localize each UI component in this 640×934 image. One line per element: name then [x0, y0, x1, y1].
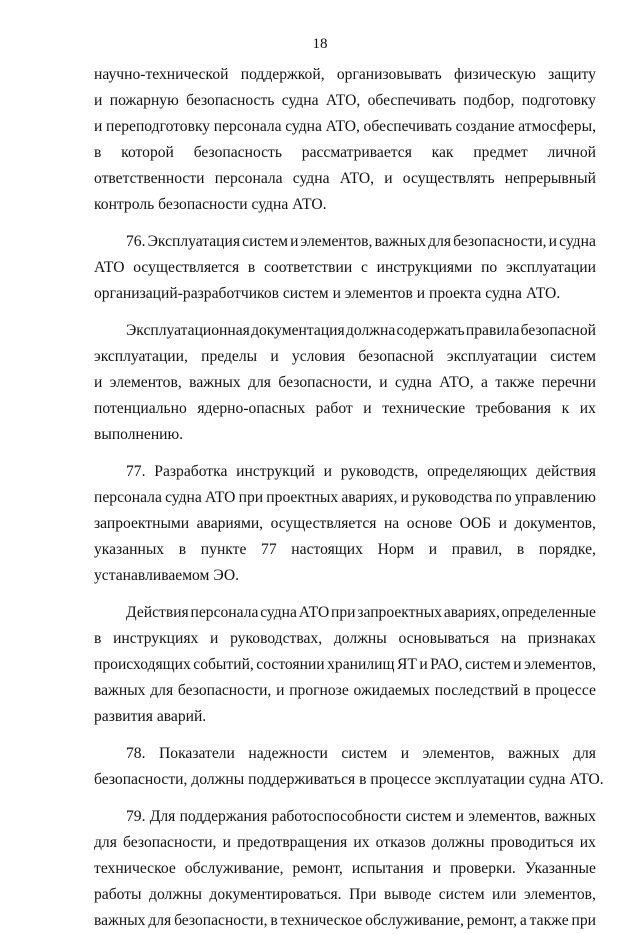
word: ремонт, — [466, 912, 518, 929]
word: обеспечивать — [363, 118, 452, 135]
word: Эксплуатационная — [126, 322, 250, 339]
word: документироваться. — [209, 886, 342, 903]
word: и — [419, 656, 428, 673]
word: техническое — [94, 860, 176, 877]
word: АТО — [204, 489, 236, 506]
word: последствий — [434, 682, 519, 699]
word: систем — [464, 656, 511, 673]
word: АТО, — [439, 374, 474, 391]
word: атмосферы, — [518, 118, 596, 135]
word: рассматривается — [301, 144, 412, 161]
page-number: 18 — [312, 36, 328, 52]
word: судна — [165, 489, 202, 506]
word: организовывать — [336, 66, 442, 83]
word: событий, — [193, 656, 254, 673]
word: для — [150, 682, 174, 699]
word: АТО, — [325, 92, 361, 109]
word: систем — [405, 808, 452, 825]
word: 77 — [261, 541, 277, 558]
word: персонала — [190, 604, 259, 621]
word: а — [519, 912, 527, 929]
word: признаках — [527, 630, 596, 647]
word: обслуживание, — [184, 860, 284, 877]
text-line — [94, 856, 596, 882]
word: действия — [536, 463, 596, 480]
paragraph-1 — [94, 62, 596, 218]
word: выводе — [383, 886, 432, 903]
text-line — [94, 600, 596, 626]
word: элементов, — [524, 656, 596, 673]
word: безопасности, — [174, 912, 268, 929]
word: осуществляется — [133, 259, 240, 276]
word: которой — [121, 144, 174, 161]
word: элементов, — [300, 233, 373, 250]
text-line — [94, 88, 596, 114]
word: для — [148, 912, 172, 929]
text-line — [94, 908, 596, 934]
word: При — [349, 886, 377, 903]
word: инструкциях — [113, 630, 199, 647]
word: инструкций — [236, 463, 315, 480]
word: непрерывный — [504, 170, 596, 187]
word: важных — [374, 233, 427, 250]
word: должны — [333, 630, 387, 647]
word: Разработка — [154, 463, 228, 480]
word: состоянии — [256, 656, 325, 673]
word: их — [353, 834, 370, 851]
word: документов, — [514, 515, 596, 532]
word: требования — [475, 400, 552, 417]
word: в — [523, 682, 531, 699]
word: и — [400, 745, 410, 762]
word: 77. — [126, 463, 146, 480]
word: безопасности, — [123, 834, 217, 851]
text-line — [94, 804, 596, 830]
word: и — [222, 834, 231, 851]
text-line — [94, 166, 596, 192]
word: как — [431, 144, 454, 161]
word: надежности — [248, 745, 328, 762]
word: АТО — [298, 604, 330, 621]
word: запроектными — [94, 515, 190, 532]
text-line — [94, 882, 596, 908]
paragraph-accident-actions — [94, 600, 596, 730]
word: Указанные — [524, 860, 596, 877]
word: судна — [260, 604, 297, 621]
word: прогнозе — [289, 682, 349, 699]
word: элементов, — [109, 374, 182, 391]
word: работоспособности — [271, 808, 402, 825]
paragraph-documentation — [94, 318, 596, 448]
word: в — [94, 630, 102, 647]
word: ответственности — [94, 170, 205, 187]
text-line — [94, 396, 596, 422]
word: в — [270, 912, 278, 929]
word: отказов — [375, 834, 426, 851]
word: безопасность — [193, 144, 282, 161]
paragraph-77 — [94, 459, 596, 589]
word: и — [513, 656, 522, 673]
word: предотвращения — [237, 834, 348, 851]
word: Показатели — [159, 745, 235, 762]
word: и — [548, 233, 558, 250]
word: осуществляется — [270, 515, 377, 532]
word: ремонт, — [292, 860, 343, 877]
word: персонала — [214, 170, 283, 187]
document-body — [94, 62, 604, 934]
text-line: развития аварий. — [94, 708, 207, 725]
word: и — [276, 682, 285, 699]
text-line — [94, 626, 596, 652]
word: эксплуатации, — [94, 348, 188, 365]
word: судна — [395, 374, 432, 391]
word: защиту — [548, 66, 596, 83]
word: потенциально — [94, 400, 187, 417]
word: обслуживание, — [365, 912, 464, 929]
word: основываться — [398, 630, 490, 647]
word: авариях, — [443, 604, 500, 621]
word: перечни — [541, 374, 596, 391]
word: безопасной — [358, 348, 434, 365]
text-line: контроль безопасности судна АТО. — [94, 196, 327, 213]
word: ООБ — [459, 515, 492, 532]
word: техническое — [280, 912, 363, 929]
word: при — [571, 912, 596, 929]
word: с — [360, 259, 368, 276]
text-line — [94, 370, 596, 396]
word: и — [428, 541, 438, 558]
word: пункте — [200, 541, 247, 558]
word: или — [492, 886, 517, 903]
word: также — [529, 912, 569, 929]
text-line — [94, 741, 596, 767]
word: обеспечивать — [367, 92, 457, 109]
text-line — [94, 678, 596, 704]
word: элементов, — [524, 886, 596, 903]
word: АТО, — [339, 170, 375, 187]
word: судна — [281, 92, 319, 109]
word: инструкциями — [376, 259, 473, 276]
word: систем — [438, 886, 485, 903]
word: в — [516, 541, 525, 558]
word: Для — [149, 808, 176, 825]
word: основе — [406, 515, 453, 532]
word: должны — [149, 886, 202, 903]
word: правила — [465, 322, 520, 339]
word: для — [248, 374, 271, 391]
word: систем — [341, 745, 388, 762]
word: происходящих — [94, 656, 191, 673]
word: для — [573, 745, 596, 762]
word: подготовку — [521, 92, 596, 109]
word: и — [94, 374, 103, 391]
word: технические — [382, 400, 466, 417]
word: эксплуатации — [446, 348, 537, 365]
word: предмет — [473, 144, 528, 161]
word: и — [363, 400, 372, 417]
word: проектных — [266, 489, 339, 506]
word: судна — [292, 170, 330, 187]
text-line — [94, 62, 596, 88]
word: Эксплуатация — [147, 233, 241, 250]
word: важных — [94, 912, 146, 929]
word: процессе — [535, 682, 596, 699]
paragraph-76 — [94, 229, 596, 307]
word: и — [94, 92, 103, 109]
word: Действия — [126, 604, 189, 621]
word: к — [561, 400, 570, 417]
word: документация — [251, 322, 345, 339]
word: безопасности, — [177, 682, 272, 699]
word: важных — [189, 374, 241, 391]
word: поддержкой, — [240, 66, 325, 83]
text-line — [94, 318, 596, 344]
word: личной — [547, 144, 596, 161]
word: по — [495, 489, 512, 506]
word: безопасной — [520, 322, 596, 339]
text-line — [94, 537, 596, 563]
word: также — [495, 374, 535, 391]
word: для — [94, 834, 117, 851]
word: 79. — [126, 808, 146, 825]
word: важных — [508, 745, 560, 762]
text-line: выполнению. — [94, 426, 184, 443]
word: условия — [291, 348, 346, 365]
word: на — [500, 630, 517, 647]
word: пределы — [201, 348, 258, 365]
word: при — [331, 604, 356, 621]
word: в — [178, 541, 187, 558]
word: осуществлять — [402, 170, 495, 187]
word: персонала — [213, 118, 282, 135]
word: правил, — [451, 541, 503, 558]
word: и — [323, 463, 332, 480]
word: и — [384, 170, 393, 187]
word: определенные — [501, 604, 596, 621]
text-line — [94, 830, 596, 856]
text-line — [94, 114, 596, 140]
word: систем — [550, 348, 596, 365]
word: руководствах, — [230, 630, 323, 647]
word: хранилищ — [327, 656, 395, 673]
word: работ — [315, 400, 353, 417]
text-line: организаций-разработчиков систем и элементов и проекта судна АТО. — [94, 285, 561, 302]
word: в — [247, 259, 256, 276]
text-line — [94, 459, 596, 485]
text-line — [94, 485, 596, 511]
word: в — [94, 144, 102, 161]
word: и — [290, 233, 299, 250]
text-line — [94, 344, 596, 370]
word: должны — [431, 834, 485, 851]
paragraph-79 — [94, 804, 596, 934]
word: испытания — [351, 860, 424, 877]
word: создание — [455, 118, 515, 135]
word: безопасность — [186, 92, 275, 109]
word: на — [383, 515, 400, 532]
word: определяющих — [427, 463, 528, 480]
word: систем — [242, 233, 288, 250]
word: а — [481, 374, 488, 391]
word: судна — [559, 233, 596, 250]
word: проверки. — [450, 860, 516, 877]
word: ЯТ — [396, 656, 417, 673]
word: должна — [345, 322, 396, 339]
word: порядке, — [538, 541, 596, 558]
word: управлению — [514, 489, 596, 506]
word: переподготовку — [105, 118, 211, 135]
word: ожидаемых — [353, 682, 430, 699]
word: авариями, — [196, 515, 264, 532]
word: руководства — [412, 489, 493, 506]
word: и — [270, 348, 279, 365]
text-line — [94, 255, 596, 281]
word: и — [498, 515, 507, 532]
word: подбор, — [463, 92, 515, 109]
word: их — [579, 834, 596, 851]
text-line — [94, 140, 596, 166]
word: персонала — [94, 489, 162, 506]
word: и — [455, 808, 465, 825]
word: эксплуатации — [505, 259, 596, 276]
word: и — [432, 860, 442, 877]
word: и — [400, 489, 409, 506]
paragraph-78 — [94, 741, 604, 793]
text-line — [94, 511, 596, 537]
word: АТО, — [325, 118, 360, 135]
word: запроектных — [357, 604, 443, 621]
word: настоящих — [291, 541, 363, 558]
word: научно-технической — [94, 66, 229, 83]
word: РАО, — [430, 656, 463, 673]
word: 76. — [126, 233, 146, 250]
word: содержать — [396, 322, 465, 339]
text-line: устанавливаемом ЭО. — [94, 567, 239, 584]
text-line — [94, 229, 596, 255]
text-line: безопасности, должны поддерживаться в процессе эксплуатации судна АТО. — [94, 771, 604, 788]
text-line — [94, 652, 596, 678]
word: поддержания — [179, 808, 268, 825]
word: безопасности, — [278, 374, 372, 391]
word: указанных — [94, 541, 165, 558]
word: по — [481, 259, 498, 276]
word: ядерно-опасных — [197, 400, 306, 417]
word: для — [428, 233, 452, 250]
word: руководств, — [340, 463, 419, 480]
word: АТО — [94, 259, 125, 276]
word: важных — [544, 808, 596, 825]
word: элементов, — [422, 745, 495, 762]
word: работы — [94, 886, 142, 903]
word: соответствии — [264, 259, 353, 276]
word: пожарную — [109, 92, 179, 109]
word: физическую — [454, 66, 536, 83]
word: и — [94, 118, 103, 135]
word: при — [238, 489, 264, 506]
word: 78. — [126, 745, 146, 762]
word: элементов, — [468, 808, 541, 825]
word: Норм — [377, 541, 415, 558]
word: авариях, — [341, 489, 398, 506]
word: проводиться — [490, 834, 574, 851]
word: и — [379, 374, 388, 391]
word: важных — [94, 682, 146, 699]
word: судна — [285, 118, 322, 135]
word: безопасности, — [453, 233, 547, 250]
word: их — [579, 400, 596, 417]
word: и — [210, 630, 219, 647]
